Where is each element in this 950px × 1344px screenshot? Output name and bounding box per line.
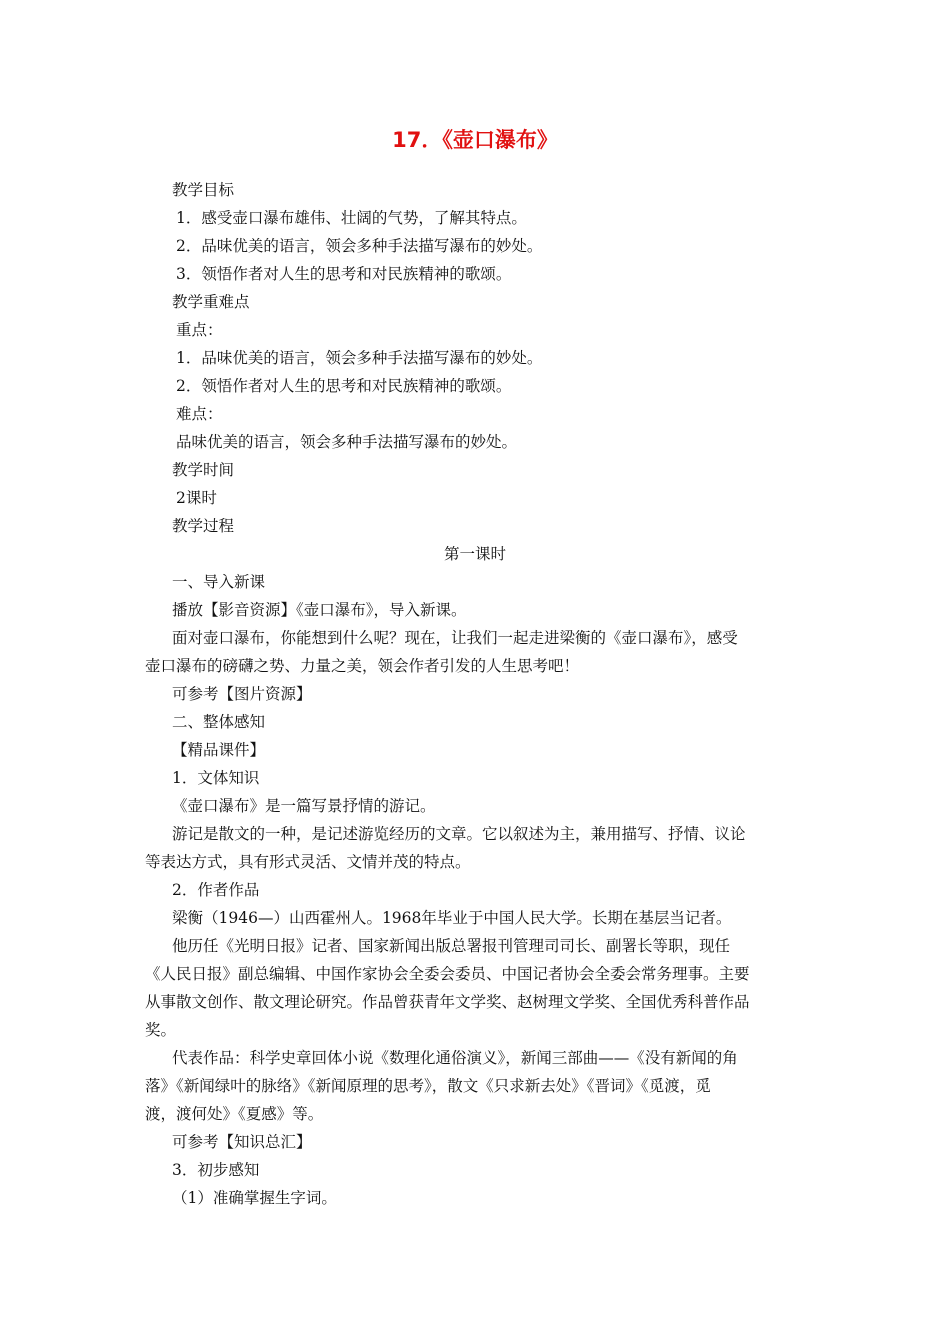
text-line: 他历任《光明日报》记者、国家新闻出版总署报刊管理司司长、副署长等职，现任 xyxy=(172,937,731,955)
text-line: 1．文体知识 xyxy=(172,769,260,787)
text-line: 《壶口瀑布》是一篇写景抒情的游记。 xyxy=(172,797,436,815)
text-line: 从事散文创作、散文理论研究。作品曾获青年文学奖、赵树理文学奖、全国优秀科普作品 xyxy=(145,993,750,1011)
text-line: 壶口瀑布的磅礴之势、力量之美，领会作者引发的人生思考吧！ xyxy=(145,657,580,675)
text-line: 渡，渡何处》《夏感》等。 xyxy=(145,1105,324,1123)
text-line: 游记是散文的一种，是记述游览经历的文章。它以叙述为主，兼用描写、抒情、议论 xyxy=(172,825,746,843)
text-line: 品味优美的语言，领会多种手法描写瀑布的妙处。 xyxy=(176,433,518,451)
text-line: （1）准确掌握生字词。 xyxy=(172,1189,337,1207)
text-line: 2．作者作品 xyxy=(172,881,260,899)
text-line: 难点： xyxy=(176,405,223,423)
text-line: 2．领悟作者对人生的思考和对民族精神的歌颂。 xyxy=(176,377,512,395)
text-line: 3．初步感知 xyxy=(172,1161,260,1179)
text-line: 播放【影音资源】《壶口瀑布》，导入新课。 xyxy=(172,601,467,619)
text-line: 可参考【知识总汇】 xyxy=(172,1133,312,1151)
text-line: 可参考【图片资源】 xyxy=(172,685,312,703)
section-heading: 教学重难点 xyxy=(172,293,250,311)
text-line: 《人民日报》副总编辑、中国作家协会全委会委员、中国记者协会全委会常务理事。主要 xyxy=(145,965,750,983)
text-line: 等表达方式，具有形式灵活、文情并茂的特点。 xyxy=(145,853,471,871)
lesson-heading: 第一课时 xyxy=(443,545,506,563)
text-line: 2课时 xyxy=(176,489,217,507)
text-line: 一、导入新课 xyxy=(172,573,266,591)
text-line: 奖。 xyxy=(145,1021,177,1039)
text-line: 1．品味优美的语言，领会多种手法描写瀑布的妙处。 xyxy=(176,349,543,367)
section-heading: 教学时间 xyxy=(172,461,235,479)
text-line: 面对壶口瀑布，你能想到什么呢？现在，让我们一起走进梁衡的《壶口瀑布》，感受 xyxy=(172,629,738,647)
page-title: 17．《壶口瀑布》 xyxy=(392,128,558,152)
text-line: 落》《新闻绿叶的脉络》《新闻原理的思考》，散文《只求新去处》《晋词》《觅渡，觅 xyxy=(145,1077,711,1095)
text-line: 代表作品：科学史章回体小说《数理化通俗演义》，新闻三部曲——《没有新闻的角 xyxy=(172,1049,738,1067)
text-line: 二、整体感知 xyxy=(172,713,266,731)
text-line: 2．品味优美的语言，领会多种手法描写瀑布的妙处。 xyxy=(176,237,543,255)
section-heading: 教学过程 xyxy=(172,517,235,535)
text-line: 【精品课件】 xyxy=(172,741,266,759)
text-line: 重点： xyxy=(176,321,223,339)
text-line: 3．领悟作者对人生的思考和对民族精神的歌颂。 xyxy=(176,265,512,283)
text-line: 1．感受壶口瀑布雄伟、壮阔的气势，了解其特点。 xyxy=(176,209,527,227)
text-line: 梁衡（1946—）山西霍州人。1968年毕业于中国人民大学。长期在基层当记者。 xyxy=(172,909,732,927)
section-heading: 教学目标 xyxy=(172,181,235,199)
